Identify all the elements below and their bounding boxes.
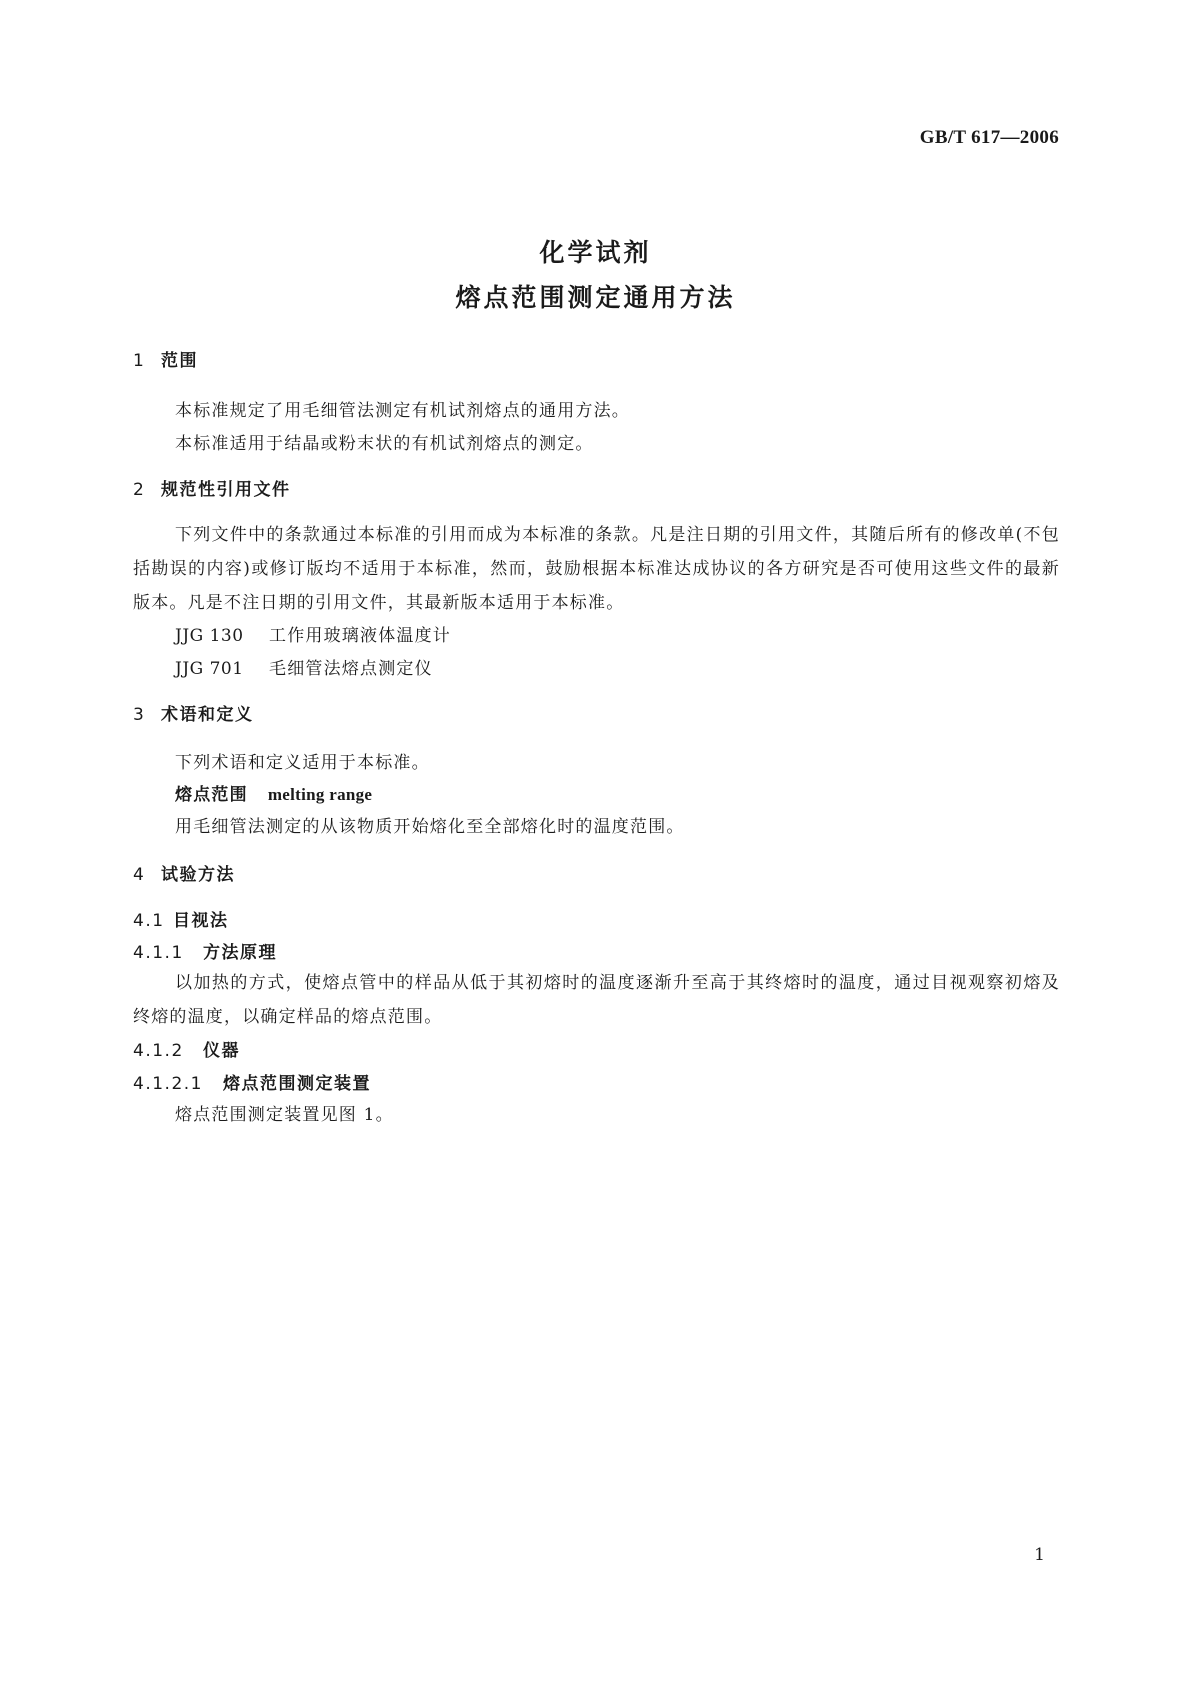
normative-reference-1 <box>175 621 451 646</box>
section-4-1-2-heading <box>133 1036 240 1061</box>
section-4-1-1-heading <box>133 938 277 963</box>
page-number: 1 <box>1034 1545 1045 1565</box>
section-1-heading <box>133 346 198 371</box>
section-4-1-1-paragraph: 以加热的方式，使熔点管中的样品从低于其初熔时的温度逐渐升至高于其终熔时的温度，通过目视观察初熔及终熔的温度，以确定样品的熔点范围。 <box>133 973 1060 1027</box>
reference-code: JJG 130 <box>175 626 244 646</box>
section-4-1-2-1-paragraph: 熔点范围测定装置见图 1。 <box>175 1105 394 1125</box>
term-english: melting range <box>267 785 373 804</box>
reference-title: 工作用玻璃液体温度计 <box>269 626 451 646</box>
section-3-heading <box>133 700 254 725</box>
title-line-2: 熔点范围测定通用方法 <box>455 283 736 312</box>
reference-code: JJG 701 <box>175 659 244 679</box>
section-4-heading <box>133 860 235 885</box>
section-title: 方法原理 <box>203 943 277 963</box>
section-number: 4.1.2.1 <box>133 1074 203 1094</box>
section-number: 4 <box>133 865 146 885</box>
section-title: 规范性引用文件 <box>161 480 291 500</box>
section-4-1-2-1-heading <box>133 1069 371 1094</box>
term-chinese: 熔点范围 <box>175 785 248 805</box>
section-title: 试验方法 <box>161 865 235 885</box>
section-number: 4.1.1 <box>133 943 184 963</box>
section-number: 4.1.2 <box>133 1041 184 1061</box>
section-number: 1 <box>133 351 146 371</box>
section-number: 2 <box>133 480 146 500</box>
section-title: 仪器 <box>203 1041 240 1061</box>
term-definition: 用毛细管法测定的从该物质开始熔化至全部熔化时的温度范围。 <box>175 817 685 837</box>
section-title: 目视法 <box>173 911 229 931</box>
normative-reference-2 <box>175 654 433 679</box>
section-1-paragraph-2: 本标准适用于结晶或粉末状的有机试剂熔点的测定。 <box>175 434 594 454</box>
section-title: 范围 <box>161 351 198 371</box>
standard-code: GB/T 617—2006 <box>919 127 1059 148</box>
term-entry <box>175 780 372 805</box>
section-3-paragraph-1: 下列术语和定义适用于本标准。 <box>175 753 430 773</box>
section-number: 4.1 <box>133 911 165 931</box>
section-1-paragraph-1: 本标准规定了用毛细管法测定有机试剂熔点的通用方法。 <box>175 401 630 421</box>
section-4-1-heading <box>133 906 229 931</box>
reference-title: 毛细管法熔点测定仪 <box>269 659 433 679</box>
section-2-paragraph-1: 下列文件中的条款通过本标准的引用而成为本标准的条款。凡是注日期的引用文件，其随后所有的修改单(不包括勘误的内容)或修订版均不适用于本标准，然而，鼓励根据本标准达成协议的各方研究是否可使用这些文件的最新版本。凡是不注日期的引用文件，其最新版本适用于本标准。 <box>133 525 1060 613</box>
section-title: 熔点范围测定装置 <box>223 1074 371 1094</box>
title-line-1: 化学试剂 <box>539 238 652 267</box>
section-number: 3 <box>133 705 146 725</box>
section-2-heading <box>133 475 291 500</box>
section-title: 术语和定义 <box>161 705 254 725</box>
